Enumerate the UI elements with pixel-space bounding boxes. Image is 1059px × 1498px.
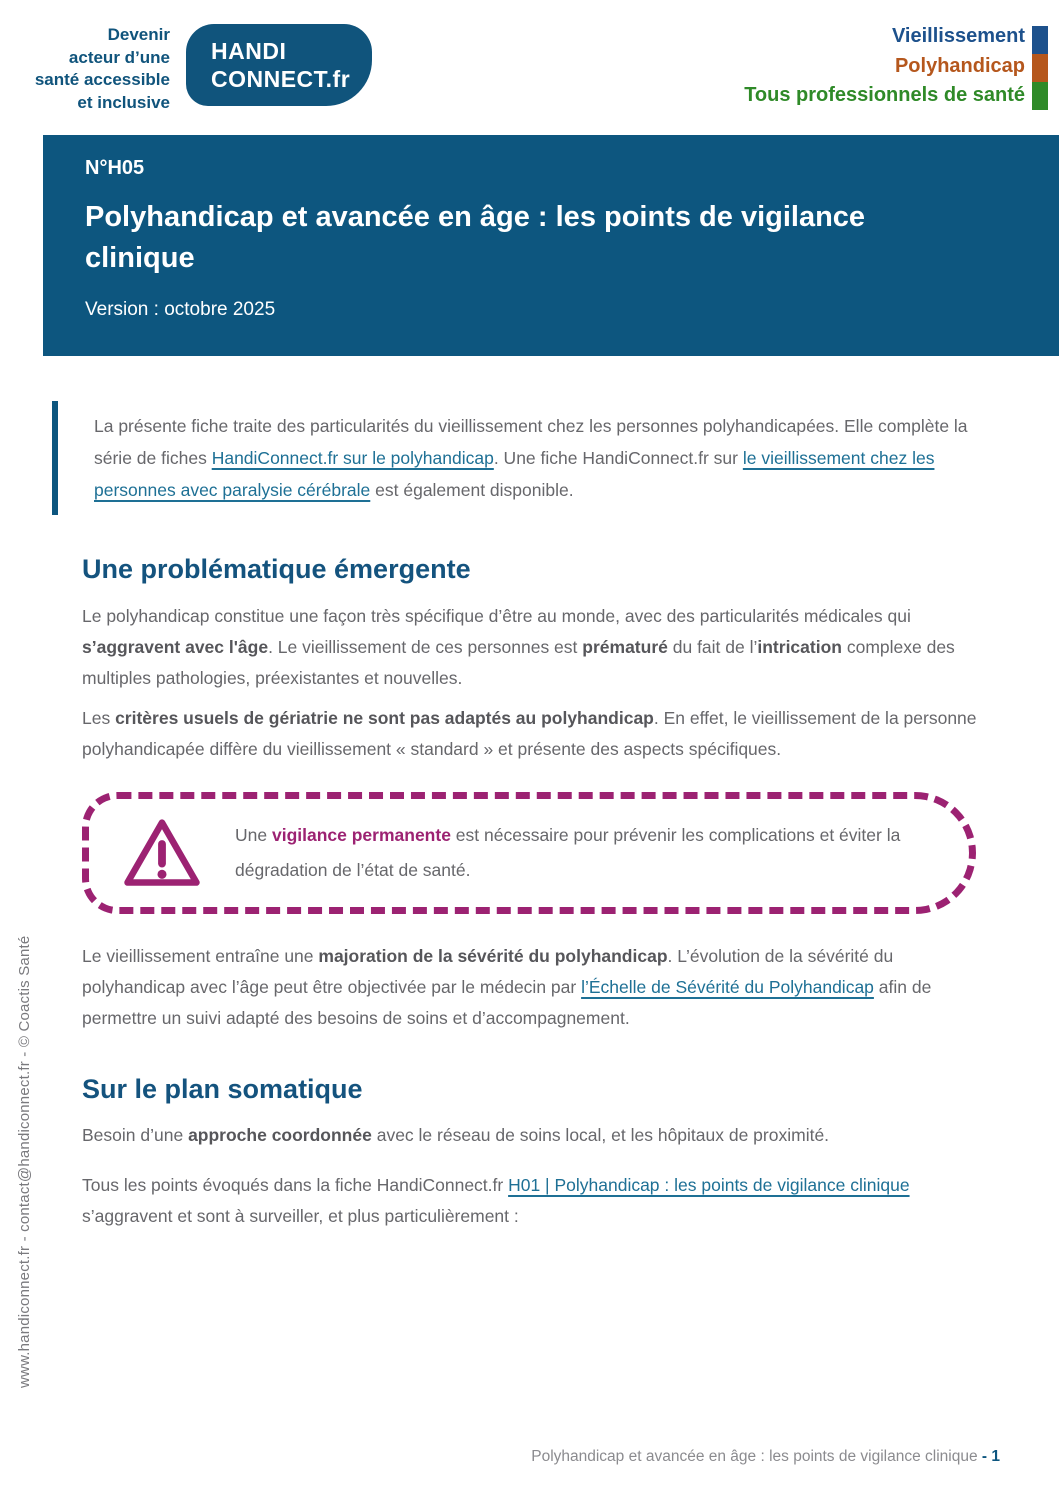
paragraph [82,941,987,1034]
paragraph [82,703,987,765]
side-credit-text: www.handiconnect.fr - contact@handiconnect.fr - © Coactis Santé [16,935,33,1388]
paragraph [82,601,987,694]
warning-triangle-icon [121,816,203,890]
tagline-line: Devenir [107,25,170,44]
text-run: Les [82,708,116,728]
bold-text: approche coordonnée [188,1125,372,1145]
handiconnect-logo [186,24,372,106]
paragraph [82,1120,987,1151]
text-link[interactable]: H01 | Polyhandicap : les points de vigilance clinique [508,1175,910,1195]
text-run: Une [235,825,272,845]
bold-text: prématuré [582,637,668,657]
text-run: . En effet, le vieillissement de la personne polyhandicapée diffère du vieillissement « standard » et présente des aspects spécifiques. [82,708,977,759]
text-run: est nécessaire pour prévenir les complications et éviter la dégradation de l’état de santé. [235,825,901,880]
topic-professionnels: Tous professionnels de santé [744,84,1025,106]
text-run: Le vieillissement entraîne une [82,946,319,966]
paragraph [82,1170,987,1232]
tagline-line: acteur d’une [68,47,170,67]
page-footer [531,1448,1000,1466]
page-title: Polyhandicap et avancée en âge : les points de vigilance clinique [85,201,866,274]
text-run: Besoin d’une [82,1125,189,1145]
brand-tagline [0,24,170,114]
text-link[interactable]: HandiConnect.fr sur le polyhandicap [211,448,494,468]
text-run: s’aggravent et sont à surveiller, et plus particulièrement : [82,1206,519,1226]
bold-text: majoration de la sévérité du polyhandicap [318,946,668,966]
text-run: avec le réseau de soins local, et les hôpitaux de proximité. [371,1125,830,1145]
bold-text: critères usuels de gériatrie ne sont pas adaptés au polyhandicap [115,708,654,728]
text-run: complexe des multiples pathologies, préexistantes et nouvelles. [82,637,955,688]
text-run: est également disponible. [370,480,574,500]
intro-callout [52,401,992,515]
text-run: . Une fiche HandiConnect.fr sur [493,448,743,468]
text-run: afin de permettre un suivi adapté des besoins de soins et d’accompagnement. [82,977,932,1028]
bold-text: intrication [757,637,842,657]
text-run: Tous les points évoqués dans la fiche HandiConnect.fr [82,1175,509,1195]
topic-color-bar [1032,26,1048,110]
tagline-line: et inclusive [77,92,170,112]
warning-text [235,818,923,888]
text-run: La présente fiche traite des particularités du vieillissement chez les personnes polyhandicapées. Elle complète la série de fiches [94,416,968,468]
text-run: . L’évolution de la sévérité du polyhandicap avec l’âge peut être objectivée par le médecin par [82,946,894,997]
topic-vieillissement: Vieillissement [891,25,1025,47]
text-link[interactable]: l’Échelle de Sévérité du Polyhandicap [581,977,874,997]
text-run: . Le vieillissement de ces personnes est [268,637,583,657]
topic-polyhandicap: Polyhandicap [894,54,1025,77]
tagline-line: santé accessible [34,70,170,89]
bold-text: vigilance permanente [271,825,451,845]
section-heading-somatique: Sur le plan somatique [82,1074,363,1104]
topic-labels [744,22,1025,111]
topic-color-blue [1032,26,1048,54]
topic-color-green [1032,82,1048,110]
fiche-header [43,135,1059,356]
text-run: Le polyhandicap constitue une façon très spécifique d’être au monde, avec des particularités médicales qui [82,606,911,626]
topic-color-orange [1032,54,1048,82]
page-number: - 1 [981,1448,1000,1465]
bold-text: s’aggravent avec l'âge [82,637,269,657]
text-link[interactable]: le vieillissement chez les personnes avec paralysie cérébrale [94,448,935,500]
text-run: du fait de l’ [667,637,758,657]
logo-text-line2: CONNECT.fr [211,66,351,92]
logo-text-line1: HANDI [211,38,287,64]
section-heading-problematique: Une problématique émergente [82,554,471,584]
warning-callout [82,792,976,914]
fiche-number: N°H05 [85,157,145,179]
version-label: Version : octobre 2025 [85,299,276,320]
footer-title: Polyhandicap et avancée en âge : les points de vigilance clinique [531,1448,982,1465]
